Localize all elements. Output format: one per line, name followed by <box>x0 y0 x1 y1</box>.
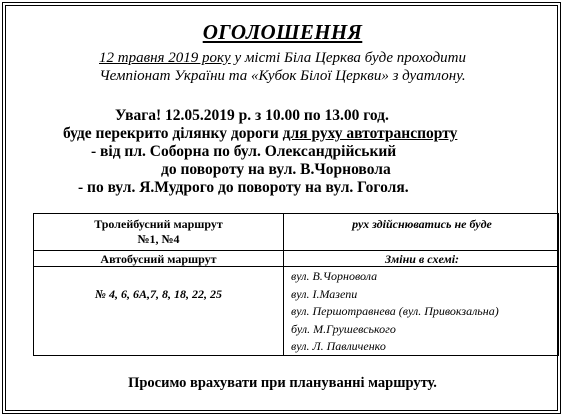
changes-item: вул. В.Чорновола <box>291 269 378 283</box>
footer-note: Просимо врахувати при плануванні маршруту. <box>128 375 437 391</box>
notice-line-1: Увага! 12.05.2019 р. з 10.00 по 13.00 год. <box>115 107 389 124</box>
notice-line-4: до повороту на вул. В.Чорновола <box>161 161 391 178</box>
trolley-header-line-2: №1, №4 <box>137 232 180 246</box>
changes-item: вул. Л. Павличенко <box>291 339 386 353</box>
intro-line-2: Чемпіонат України та «Кубок Білої Церкви» з дуатлону. <box>99 68 466 84</box>
intro-line-1-rest: у місті Біла Церква буде проходити <box>230 50 466 66</box>
trolley-status-cell: рух здійснюватись не буде <box>352 217 492 231</box>
intro-line-1 <box>3 49 562 67</box>
notice-line-2 <box>63 125 565 143</box>
notice-line-5: - по вул. Я.Мудрого до повороту на вул. Гоголя. <box>78 179 409 196</box>
changes-item: вул. І.Мазепи <box>291 286 358 301</box>
notice-line-2-underlined: для руху автотранспорту <box>282 125 458 142</box>
changes-header-cell: Зміни в схемі: <box>384 252 460 266</box>
table-divider-vertical <box>283 214 284 355</box>
intro-text <box>3 49 562 85</box>
closure-notice <box>3 107 562 197</box>
announcement-sheet <box>2 2 561 414</box>
changes-item: вул. Першотравнева (вул. Привокзальна) <box>291 304 499 318</box>
routes-table <box>33 213 559 356</box>
table-divider-2 <box>34 266 558 267</box>
bus-header-cell: Автобусний маршрут <box>100 252 217 266</box>
changes-list <box>291 268 560 356</box>
notice-line-2-start: буде перекрито ділянку дороги <box>63 125 283 142</box>
announcement-title: ОГОЛОШЕННЯ <box>202 20 363 44</box>
trolley-header-line-1: Тролейбусний маршрут <box>94 217 223 231</box>
table-divider-1 <box>34 250 558 251</box>
notice-line-3: - від пл. Соборна по бул. Олександрійський <box>91 143 397 160</box>
intro-date: 12 травня 2019 року <box>99 50 231 66</box>
changes-item: бул. М.Грушевського <box>291 321 396 336</box>
bus-routes-cell: № 4, 6, 6А,7, 8, 18, 22, 25 <box>95 287 222 301</box>
trolley-header-cell <box>34 217 283 247</box>
